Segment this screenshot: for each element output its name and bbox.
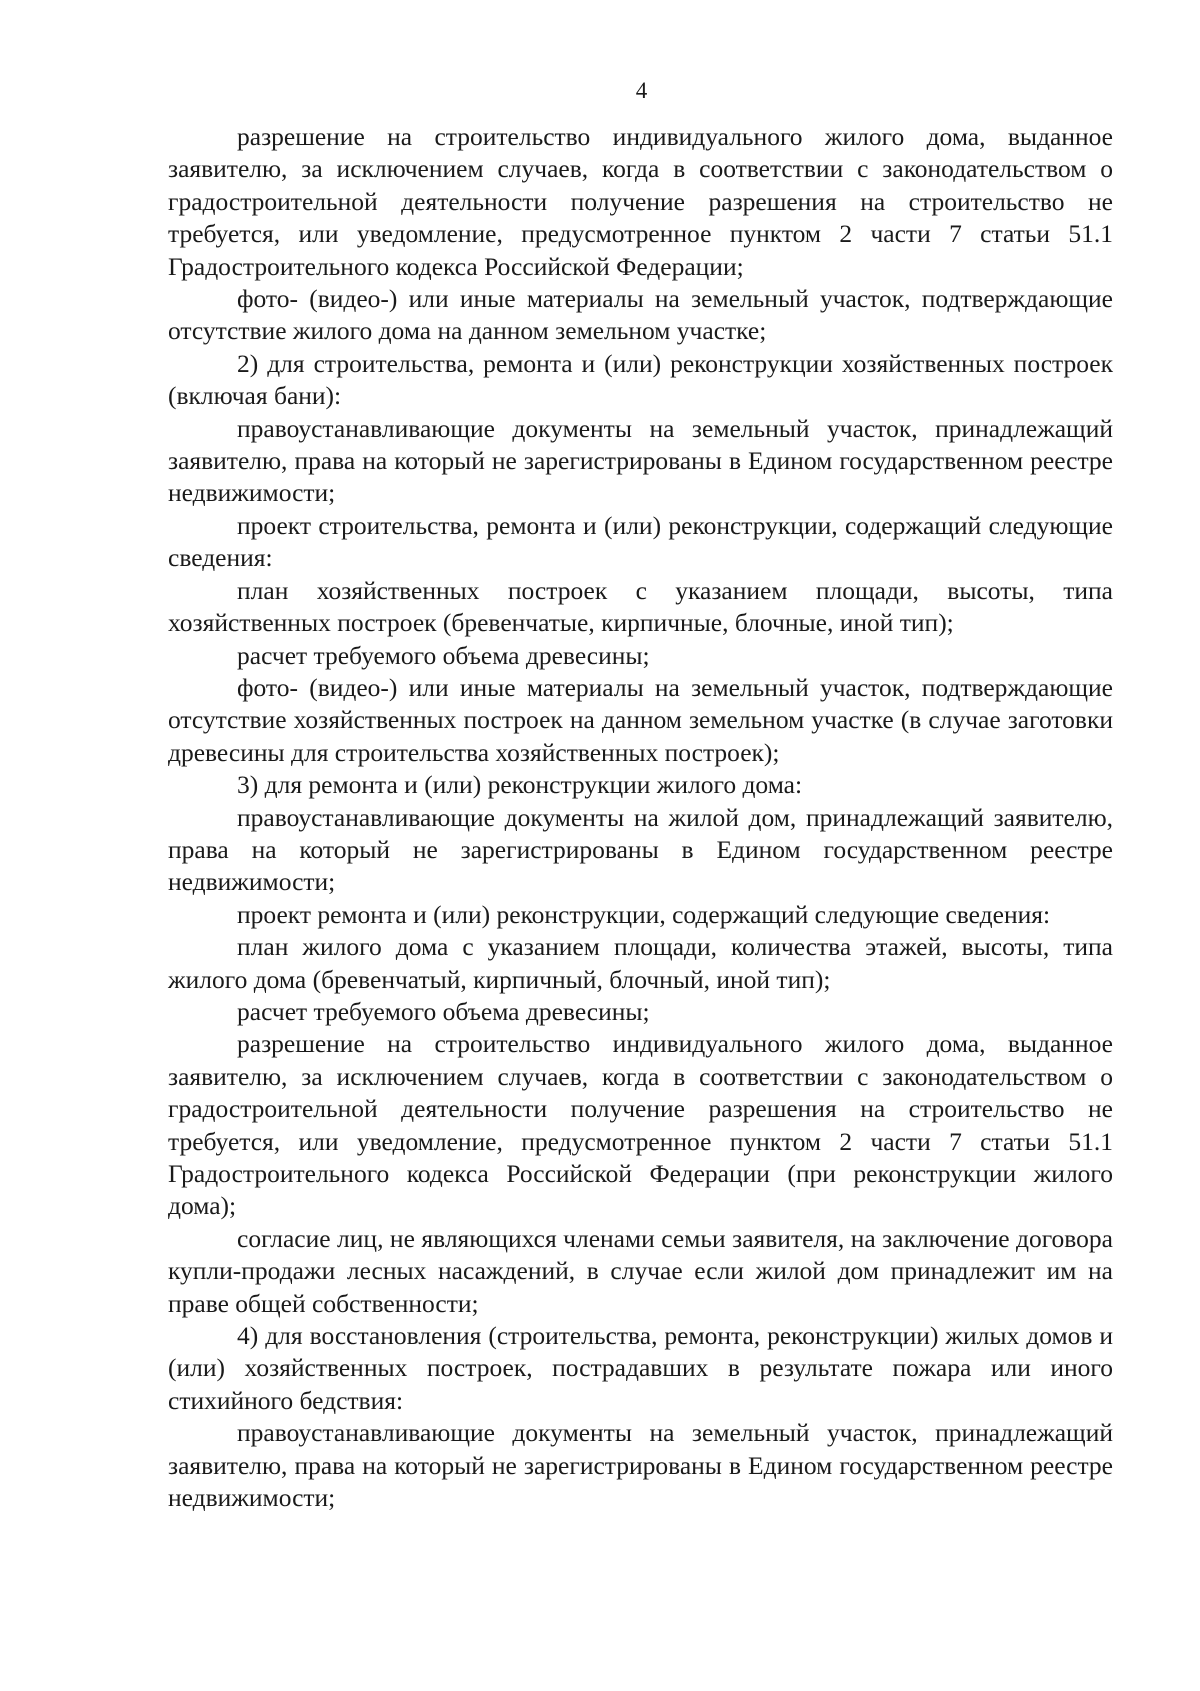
paragraph: расчет требуемого объема древесины; <box>237 640 650 670</box>
paragraph: проект строительства, ремонта и (или) реконструкции, содержащий следующие сведения: <box>168 510 1113 573</box>
paragraph: правоустанавливающие документы на земельный участок, принадлежащий заявителю, права на который не зарегистрированы в Едином государственном реестре недвижимости; <box>168 413 1113 508</box>
list-item-3: 3) для ремонта и (или) реконструкции жилого дома: <box>237 770 803 800</box>
paragraph: разрешение на строительство индивидуального жилого дома, выданное заявителю, за исключением случаев, когда в соответствии с законодательством о градостроительной деятельности получение разрешения на строительство не требуется, или уведомление, предусмотренное пунктом 2 части 7 статьи 51.1 Градостроительного кодекса Российской Федерации (при реконструкции жилого дома); <box>168 1029 1113 1221</box>
document-body <box>168 121 1113 1514</box>
paragraph: согласие лиц, не являющихся членами семьи заявителя, на заключение договора купли-продажи лесных насаждений, в случае если жилой дом принадлежит им на праве общей собственности; <box>168 1223 1113 1318</box>
paragraph: проект ремонта и (или) реконструкции, содержащий следующие сведения: <box>237 899 1051 929</box>
paragraph: разрешение на строительство индивидуального жилого дома, выданное заявителю, за исключением случаев, когда в соответствии с законодательством о градостроительной деятельности получение разрешения на строительство не требуется, или уведомление, предусмотренное пунктом 2 части 7 статьи 51.1 Градостроительного кодекса Российской Федерации; <box>168 122 1113 281</box>
paragraph: план хозяйственных построек с указанием площади, высоты, типа хозяйственных построек (бревенчатые, кирпичные, блочные, иной тип); <box>168 575 1113 638</box>
list-item-2: 2) для строительства, ремонта и (или) реконструкции хозяйственных построек (включая бани): <box>168 348 1113 411</box>
paragraph: правоустанавливающие документы на земельный участок, принадлежащий заявителю, права на который не зарегистрированы в Едином государственном реестре недвижимости; <box>168 1418 1113 1513</box>
paragraph: фото- (видео-) или иные материалы на земельный участок, подтверждающие отсутствие хозяйственных построек на данном земельном участке (в случае заготовки древесины для строительства хозяйственных построек); <box>168 672 1113 767</box>
list-item-4: 4) для восстановления (строительства, ремонта, реконструкции) жилых домов и (или) хозяйственных построек, пострадавших в результате пожара или иного стихийного бедствия: <box>168 1321 1113 1415</box>
paragraph: правоустанавливающие документы на жилой дом, принадлежащий заявителю, права на который не зарегистрированы в Едином государственном реестре недвижимости; <box>168 802 1113 897</box>
paragraph: фото- (видео-) или иные материалы на земельный участок, подтверждающие отсутствие жилого дома на данном земельном участке; <box>168 284 1113 346</box>
paragraph: план жилого дома с указанием площади, количества этажей, высоты, типа жилого дома (бревенчатый, кирпичный, блочный, иной тип); <box>168 932 1113 994</box>
page-number: 4 <box>635 78 648 103</box>
paragraph: расчет требуемого объема древесины; <box>237 996 650 1026</box>
